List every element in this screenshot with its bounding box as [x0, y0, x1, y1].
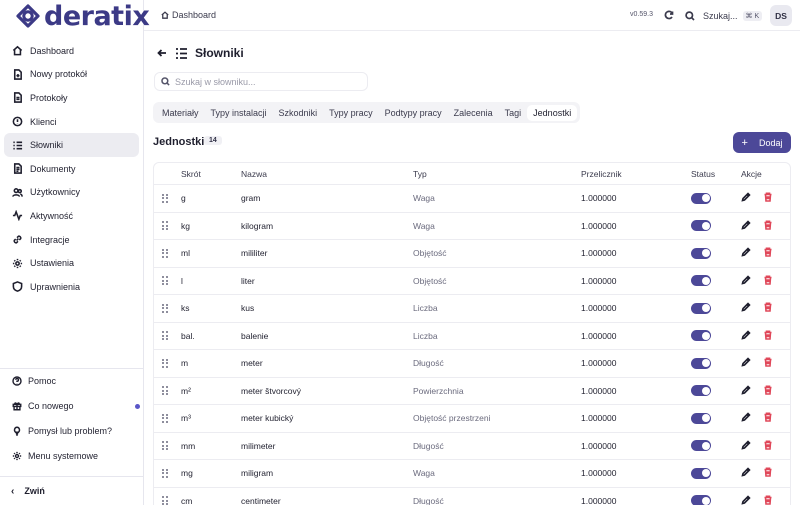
delete-button[interactable]: [763, 357, 773, 369]
global-search-label: Szukaj...: [703, 10, 738, 21]
drag-handle-icon: [162, 496, 168, 505]
status-toggle[interactable]: [691, 405, 711, 432]
drag-handle[interactable]: [162, 433, 168, 460]
pencil-icon: [741, 247, 751, 257]
pencil-icon: [741, 385, 751, 395]
gear-icon: [11, 450, 22, 461]
cell-nazwa: liter: [241, 275, 255, 286]
gift-icon: [11, 401, 22, 412]
cell-przelicznik: 1.000000: [581, 330, 617, 341]
file-text-icon: [11, 92, 23, 104]
cell-skrot: kg: [181, 220, 190, 231]
status-toggle[interactable]: [691, 185, 711, 212]
cell-skrot: ks: [181, 303, 190, 314]
cell-nazwa: meter: [241, 358, 263, 369]
sidebar-item-label: Integracje: [30, 234, 70, 245]
sidebar-item-słowniki[interactable]: [4, 133, 139, 157]
tab-2[interactable]: Szkodniki: [278, 107, 318, 118]
global-search-button[interactable]: [685, 7, 765, 24]
edit-button[interactable]: [741, 357, 751, 369]
section-title: Jednostki: [153, 136, 205, 148]
delete-button[interactable]: [763, 275, 773, 287]
row-actions: [741, 488, 773, 505]
trash-icon: [763, 247, 773, 257]
drag-handle[interactable]: [162, 405, 168, 432]
cell-typ: Długość: [413, 358, 444, 369]
edit-button[interactable]: [741, 467, 751, 479]
cell-typ: Waga: [413, 193, 435, 204]
tab-3[interactable]: Typy pracy: [329, 107, 373, 118]
cell-skrot: m²: [181, 385, 191, 396]
cell-nazwa: miligram: [241, 468, 274, 479]
row-actions: [741, 323, 773, 350]
row-actions: [741, 213, 773, 240]
dictionary-tabs: [153, 102, 580, 123]
cell-skrot: bal.: [181, 330, 195, 341]
link-icon: [11, 234, 23, 246]
status-toggle[interactable]: [691, 295, 711, 322]
sidebar-item-label: Ustawienia: [30, 258, 75, 269]
table-row: [154, 268, 790, 296]
toggle-switch[interactable]: [691, 330, 711, 341]
column-header-akcje: Akcje: [741, 168, 762, 179]
cell-nazwa: meter kubický: [241, 413, 294, 424]
row-actions: [741, 378, 773, 405]
sidebar-bottom-label: Pomoc: [28, 376, 57, 387]
page-title: Słowniki: [195, 46, 244, 60]
table-row: [154, 350, 790, 378]
cell-nazwa: mililiter: [241, 248, 268, 259]
activity-icon: [11, 210, 23, 222]
table-row: [154, 323, 790, 351]
cell-typ: Objętość: [413, 248, 447, 259]
delete-button[interactable]: [763, 385, 773, 397]
edit-button[interactable]: [741, 495, 751, 505]
drag-handle-icon: [162, 194, 168, 203]
cell-przelicznik: 1.000000: [581, 468, 617, 479]
tab-5[interactable]: Zalecenia: [453, 107, 493, 118]
toggle-switch[interactable]: [691, 248, 711, 259]
delete-button[interactable]: [763, 495, 773, 505]
pencil-icon: [741, 275, 751, 285]
trash-icon: [763, 330, 773, 340]
trash-icon: [763, 495, 773, 505]
lightbulb-icon: [11, 425, 22, 436]
cell-przelicznik: 1.000000: [581, 440, 617, 451]
arrow-left-icon: [157, 48, 167, 58]
dictionary-search-input[interactable]: [175, 77, 355, 87]
cell-skrot: mm: [181, 440, 196, 451]
cell-przelicznik: 1.000000: [581, 193, 617, 204]
toggle-switch[interactable]: [691, 495, 711, 505]
column-header-status: Status: [691, 168, 716, 179]
pencil-icon: [741, 192, 751, 202]
avatar[interactable]: DS: [770, 5, 792, 26]
tab-7[interactable]: Jednostki: [527, 105, 577, 121]
table-row: [154, 405, 790, 433]
sidebar-item-label: Protokoły: [30, 92, 68, 103]
cell-nazwa: milimeter: [241, 440, 276, 451]
delete-button[interactable]: [763, 247, 773, 259]
pencil-icon: [741, 412, 751, 422]
toggle-switch[interactable]: [691, 468, 711, 479]
row-actions: [741, 268, 773, 295]
drag-handle-icon: [162, 276, 168, 285]
sidebar-item-użytkownicy[interactable]: [4, 181, 139, 205]
toggle-switch[interactable]: [691, 440, 711, 451]
drag-handle-icon: [162, 331, 168, 340]
drag-handle[interactable]: [162, 295, 168, 322]
status-toggle[interactable]: [691, 213, 711, 240]
sidebar-bottom-label: Pomysł lub problem?: [28, 425, 113, 436]
table-row: [154, 213, 790, 241]
search-icon: [161, 77, 170, 86]
trash-icon: [763, 302, 773, 312]
drag-handle[interactable]: [162, 185, 168, 212]
version-label: v0.59.3: [630, 11, 653, 18]
sidebar-item-label: Użytkownicy: [30, 187, 81, 198]
delete-button[interactable]: [763, 440, 773, 452]
tab-0[interactable]: Materiały: [162, 107, 199, 118]
add-button[interactable]: [733, 132, 791, 153]
drag-handle-icon: [162, 386, 168, 395]
cell-typ: Objętość: [413, 275, 447, 286]
sidebar-nav: [4, 39, 139, 299]
cell-skrot: mg: [181, 468, 193, 479]
trash-icon: [763, 357, 773, 367]
status-toggle[interactable]: [691, 323, 711, 350]
trash-icon: [763, 275, 773, 285]
pencil-icon: [741, 220, 751, 230]
cell-przelicznik: 1.000000: [581, 220, 617, 231]
sidebar-item-dashboard[interactable]: [4, 39, 139, 63]
trash-icon: [763, 192, 773, 202]
topbar: [144, 0, 800, 31]
toggle-switch[interactable]: [691, 413, 711, 424]
main-content: [144, 31, 800, 505]
logo-mark-icon: [14, 3, 42, 29]
table-row: [154, 240, 790, 268]
tab-6[interactable]: Tagi: [504, 107, 522, 118]
drag-handle-icon: [162, 304, 168, 313]
row-actions: [741, 433, 773, 460]
toggle-switch[interactable]: [691, 220, 711, 231]
breadcrumb-label: Dashboard: [172, 10, 217, 20]
users-icon: [11, 116, 23, 128]
back-button[interactable]: [156, 47, 168, 59]
gear-icon: [11, 257, 23, 269]
cell-nazwa: balenie: [241, 330, 269, 341]
status-toggle[interactable]: [691, 378, 711, 405]
search-icon: [685, 11, 695, 21]
sidebar-item-integracje[interactable]: [4, 228, 139, 252]
drag-handle[interactable]: [162, 350, 168, 377]
row-actions: [741, 240, 773, 267]
drag-handle[interactable]: [162, 268, 168, 295]
trash-icon: [763, 412, 773, 422]
help-icon: [11, 376, 22, 387]
table-row: [154, 185, 790, 213]
row-actions: [741, 185, 773, 212]
cell-typ: Długość: [413, 495, 444, 505]
refresh-button[interactable]: [663, 9, 675, 21]
sidebar-bottom-label: Menu systemowe: [28, 450, 99, 461]
edit-button[interactable]: [741, 220, 751, 232]
toggle-switch[interactable]: [691, 385, 711, 396]
file-plus-icon: [11, 68, 23, 80]
table-row: [154, 488, 790, 505]
drag-handle-icon: [162, 359, 168, 368]
status-toggle[interactable]: [691, 350, 711, 377]
status-toggle[interactable]: [691, 240, 711, 267]
table-header: [154, 163, 790, 185]
sidebar-bottom-label: Co nowego: [28, 401, 74, 412]
sidebar-item-label: Dashboard: [30, 45, 75, 56]
cell-przelicznik: 1.000000: [581, 303, 617, 314]
pencil-icon: [741, 357, 751, 367]
sidebar-item-uprawnienia[interactable]: [4, 275, 139, 299]
table-row: [154, 378, 790, 406]
sidebar-item-label: Klienci: [30, 116, 57, 127]
column-header-skrot[interactable]: Skrót: [181, 168, 201, 179]
cell-przelicznik: 1.000000: [581, 385, 617, 396]
table-row: [154, 433, 790, 461]
cell-typ: Waga: [413, 220, 435, 231]
cell-typ: Objętość przestrzeni: [413, 413, 491, 424]
plus-icon: +: [741, 136, 748, 149]
tab-4[interactable]: Podtypy pracy: [384, 107, 442, 118]
cell-skrot: ml: [181, 248, 190, 259]
cell-skrot: l: [181, 275, 183, 286]
chevron-left-icon: ‹: [11, 485, 15, 497]
drag-handle-icon: [162, 414, 168, 423]
collapse-label: Zwiń: [24, 486, 45, 496]
delete-button[interactable]: [763, 220, 773, 232]
document-icon: [11, 163, 23, 175]
sidebar-item-label: Słowniki: [30, 140, 64, 151]
cell-typ: Długość: [413, 440, 444, 451]
cell-skrot: m: [181, 358, 189, 369]
drag-handle[interactable]: [162, 378, 168, 405]
cell-typ: Liczba: [413, 330, 438, 341]
tab-1[interactable]: Typy instalacji: [210, 107, 267, 118]
cell-przelicznik: 1.000000: [581, 495, 617, 505]
cell-skrot: m³: [181, 413, 191, 424]
delete-button[interactable]: [763, 467, 773, 479]
cell-nazwa: centimeter: [241, 495, 281, 505]
cell-skrot: cm: [181, 495, 193, 505]
cell-nazwa: kus: [241, 303, 255, 314]
cell-przelicznik: 1.000000: [581, 248, 617, 259]
cell-typ: Liczba: [413, 303, 438, 314]
drag-handle[interactable]: [162, 240, 168, 267]
pencil-icon: [741, 302, 751, 312]
cell-typ: Powierzchnia: [413, 385, 464, 396]
cell-przelicznik: 1.000000: [581, 358, 617, 369]
cell-typ: Waga: [413, 468, 435, 479]
list-icon: [11, 139, 23, 151]
sidebar-item-nowy-protokół[interactable]: [4, 63, 139, 87]
toggle-switch[interactable]: [691, 275, 711, 286]
cell-przelicznik: 1.000000: [581, 413, 617, 424]
toggle-switch[interactable]: [691, 358, 711, 369]
breadcrumb[interactable]: [161, 10, 216, 20]
column-header-typ[interactable]: Typ: [413, 168, 427, 179]
cell-nazwa: gram: [241, 193, 261, 204]
sidebar-item-klienci[interactable]: [4, 110, 139, 134]
status-toggle[interactable]: [691, 488, 711, 505]
sidebar-bottom-item-2[interactable]: [0, 419, 144, 444]
toggle-switch[interactable]: [691, 303, 711, 314]
shield-icon: [11, 281, 23, 293]
sidebar: [0, 0, 150, 505]
delete-button[interactable]: [763, 302, 773, 314]
sidebar-item-ustawienia[interactable]: [4, 251, 139, 275]
cell-skrot: g: [181, 193, 186, 204]
toggle-switch[interactable]: [691, 193, 711, 204]
sidebar-item-label: Nowy protokół: [30, 69, 88, 80]
sidebar-item-label: Uprawnienia: [30, 281, 81, 292]
status-toggle[interactable]: [691, 268, 711, 295]
sidebar-item-label: Dokumenty: [30, 163, 76, 174]
refresh-icon: [664, 10, 674, 20]
sidebar-item-label: Aktywność: [30, 210, 74, 221]
trash-icon: [763, 220, 773, 230]
column-header-nazwa[interactable]: Nazwa: [241, 168, 267, 179]
count-badge: 14: [204, 136, 222, 145]
pencil-icon: [741, 495, 751, 505]
sidebar-bottom-item-1[interactable]: [0, 394, 144, 419]
row-actions: [741, 460, 773, 487]
edit-button[interactable]: [741, 330, 751, 342]
column-header-przelicznik[interactable]: Przelicznik: [581, 168, 622, 179]
sidebar-bottom-item-3[interactable]: [0, 443, 144, 468]
drag-handle-icon: [162, 249, 168, 258]
drag-handle-icon: [162, 441, 168, 450]
add-button-label: Dodaj: [758, 137, 783, 148]
sidebar-bottom-item-0[interactable]: [0, 369, 144, 394]
delete-button[interactable]: [763, 412, 773, 424]
sidebar-item-aktywność[interactable]: [4, 204, 139, 228]
trash-icon: [763, 385, 773, 395]
trash-icon: [763, 467, 773, 477]
status-toggle[interactable]: [691, 433, 711, 460]
cell-nazwa: meter štvorcový: [241, 385, 301, 396]
trash-icon: [763, 440, 773, 450]
cell-przelicznik: 1.000000: [581, 275, 617, 286]
table-body: [154, 185, 790, 505]
edit-button[interactable]: [741, 440, 751, 452]
sidebar-bottom: [0, 368, 144, 468]
pencil-icon: [741, 467, 751, 477]
table-row: [154, 295, 790, 323]
pencil-icon: [741, 440, 751, 450]
user-group-icon: [11, 186, 23, 198]
edit-button[interactable]: [741, 412, 751, 424]
delete-button[interactable]: [763, 330, 773, 342]
edit-button[interactable]: [741, 302, 751, 314]
drag-handle[interactable]: [162, 323, 168, 350]
logo-text: deratix: [44, 0, 150, 32]
delete-button[interactable]: [763, 192, 773, 204]
sidebar-item-protokoły[interactable]: [4, 86, 139, 110]
drag-handle-icon: [162, 469, 168, 478]
drag-handle[interactable]: [162, 488, 168, 505]
row-actions: [741, 295, 773, 322]
edit-button[interactable]: [741, 247, 751, 259]
collapse-button[interactable]: [0, 476, 144, 505]
row-actions: [741, 350, 773, 377]
home-icon: [11, 45, 23, 57]
search-shortcut: ⌘ K: [743, 11, 763, 21]
drag-handle[interactable]: [162, 460, 168, 487]
sidebar-item-dokumenty[interactable]: [4, 157, 139, 181]
status-toggle[interactable]: [691, 460, 711, 487]
pencil-icon: [741, 330, 751, 340]
dictionary-search[interactable]: [154, 72, 368, 91]
cell-nazwa: kilogram: [241, 220, 274, 231]
notification-dot: [135, 404, 140, 409]
drag-handle[interactable]: [162, 213, 168, 240]
units-table: [153, 162, 791, 505]
drag-handle-icon: [162, 221, 168, 230]
home-icon: [161, 11, 169, 19]
edit-button[interactable]: [741, 192, 751, 204]
edit-button[interactable]: [741, 275, 751, 287]
list-icon: [175, 47, 188, 60]
table-row: [154, 460, 790, 488]
row-actions: [741, 405, 773, 432]
edit-button[interactable]: [741, 385, 751, 397]
logo[interactable]: [14, 2, 149, 30]
